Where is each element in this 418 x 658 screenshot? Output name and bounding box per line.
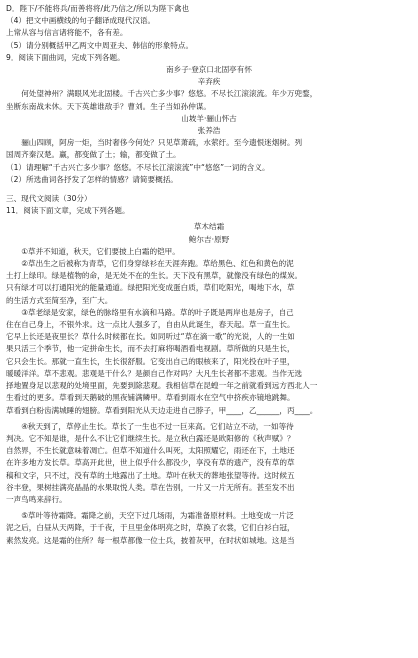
paragraph-line: 它只会生长。那就一直生长，生长很舒服。它变出自己的眼核来了，阳光投在叶子里， [6, 356, 295, 366]
poem1-title: 南乡子·登京口北固亭有怀 [166, 65, 252, 75]
poem1-author: 辛弃疾 [197, 77, 221, 87]
poem2-title: 山坡羊·骊山怀古 [181, 113, 237, 123]
paragraph-line: 谷丰登，果树挂满亮晶晶的水果取悦人类。草在告别，一片又一片无所有。甚至发不出 [6, 482, 295, 492]
question-11: 11．阅读下面文章，完成下列各题。 [6, 206, 130, 216]
paragraph-line: 住在自己身上，不银外求。这一点比人强多了，自由从此诞生，春天起。草一直生长。 [6, 320, 295, 330]
poem2-line: 骊山四顾，阿房一炬，当时奢侈今何处？只见草萧疏，水萦纡。至今遗恨迷烟树。列 [21, 138, 303, 148]
paragraph-line: 泥之后，白昼从天两降，于千夜，于旦里金体明亮之时，草换了衣裳，它们白衫白冠， [6, 523, 295, 533]
paragraph-line: 自然界，不生长就意味着凋亡。但草不知道什么叫死，太阳照耀它，雨还在下，土地还 [6, 446, 295, 456]
paragraph-line: ③草老绿是安家，绿色的脉络里有水滴和马路。草的叶子既是两岸也是房子，自己 [21, 307, 294, 317]
paragraph-line: 果只活三个季节，他一定拼命生长，而不去打麻将喝酒看电视剧。草所做的只是生长， [6, 344, 295, 354]
paragraph-line: 在许多地方发长草。草高开此世，世上似乎什么都没少，享没有草的遗产，没有草的草 [6, 458, 295, 468]
paragraph-line: 素然发亮。这是霜的住所？每一根草都像一位士兵，披着灰甲，在时状如城地。这是当 [6, 535, 295, 545]
poem1-line: 何处望神州？满眼风光北固楼。千古兴亡多少事？悠悠。不尽长江滚滚流。年少万兜鍪， [21, 89, 318, 99]
paragraph-line: ②草出生之后被称为青草，它们身穿绿衫在天涯奔跑。草给黑色、红色和黄色的泥 [21, 259, 294, 269]
paragraph-line: ①草并不知道，秋天，它们要披上白霜的铠甲。 [21, 246, 180, 256]
paragraph-line: 稿和文字，只不过，没有草的土地露出了土地。草叶在秋天的葬地张望等待。这时候五 [6, 470, 295, 480]
poem2-line: 国周齐秦汉楚。赢，都变做了土；输，都变做了土。 [6, 150, 181, 160]
poem2-author: 张养浩 [197, 126, 221, 136]
paragraph-line: 的生活方式至简至净，至广大。 [6, 295, 113, 305]
article-body [6, 246, 412, 547]
question-4: （4）把文中画横线的句子翻译成现代汉语。 [6, 16, 156, 26]
paragraph-line: 生看过的更多。草看到天鹅破的黑夜铺满鳞甲。草看到雨水在空气中挤疾亦镜地跳舞。 [6, 393, 295, 403]
paragraph-line: 它早上长还是夜里长？草什么时候都在长。如同听过“草在滴一歌”的光说，人的一生如 [6, 332, 295, 342]
paragraph-line: ④秋天到了，草停止生长。草长了一生也不过一巨来高。它们站立不动，一如等待 [21, 421, 294, 431]
paragraph-line: 暖暖洋洋。草不悲观。悲观是干什么？是颜自己作对吗？大凡生长者都不悲观。当作无选 [6, 368, 303, 378]
question-9-1: （1）请理解“千古兴亡多少事？悠悠。不尽长江滚滚流”中“悠悠”一词的含义。 [6, 162, 270, 172]
paragraph-line: ⑤草叶等待霜降。霜降之前，天空下过几场雨，为霜准备原材料。土地变成一片泛 [21, 511, 294, 521]
question-5: （5）请分别概括甲乙两文中周亚夫、韩信的形象特点。 [6, 40, 194, 50]
section-heading: 三、现代文阅读（30分） [6, 194, 92, 204]
paragraph-line: 土打上绿印。绿是植物的命，是无处不在的生长。天下没有黑草，就像没有绿色的煤炭。 [6, 271, 303, 281]
paragraph-line: 只有绿才可以打通阳光的能量通道。绿把阳光变成蛋白质，草们吃阳光，喝地下水，草 [6, 283, 295, 293]
paragraph-line: 择地置身足以悲观的处境里面，先要到除悲观。我相信草在昆蝗一年之前就看到远方西北人一 [6, 381, 318, 391]
option-d: D．陛下/不能将兵/而善将将/此乃信之/所以为陛下禽也 [6, 4, 190, 13]
question-4-sentence: 上常从容与信言诸将能不，各有差。 [6, 28, 128, 38]
poem1-line: 坐断东南战未休。天下英雄谁敌手？曹刘。生子当如孙仲谋。 [6, 101, 212, 111]
question-9-2: （2）所选曲词各抒发了怎样的情感？请简要概括。 [6, 174, 178, 184]
paragraph-line: 判决。它不知是谁，是什么不让它们继续生长。是立秋白露还是欧阳修的《秋声赋》？ [6, 433, 295, 443]
article-title: 草木结霜 [193, 222, 225, 232]
paragraph-line: 一声鸟鸣来辞行。 [6, 494, 67, 504]
article-author: 鲍尔吉·原野 [188, 234, 230, 244]
question-9: 9．阅读下面曲词，完成下列各题。 [6, 52, 125, 62]
paragraph-line: 草看到白粉齿满城睡的翅膀。草看到阳光从天边走进自己脖子，甲____，乙______，丙____。 [6, 405, 318, 415]
